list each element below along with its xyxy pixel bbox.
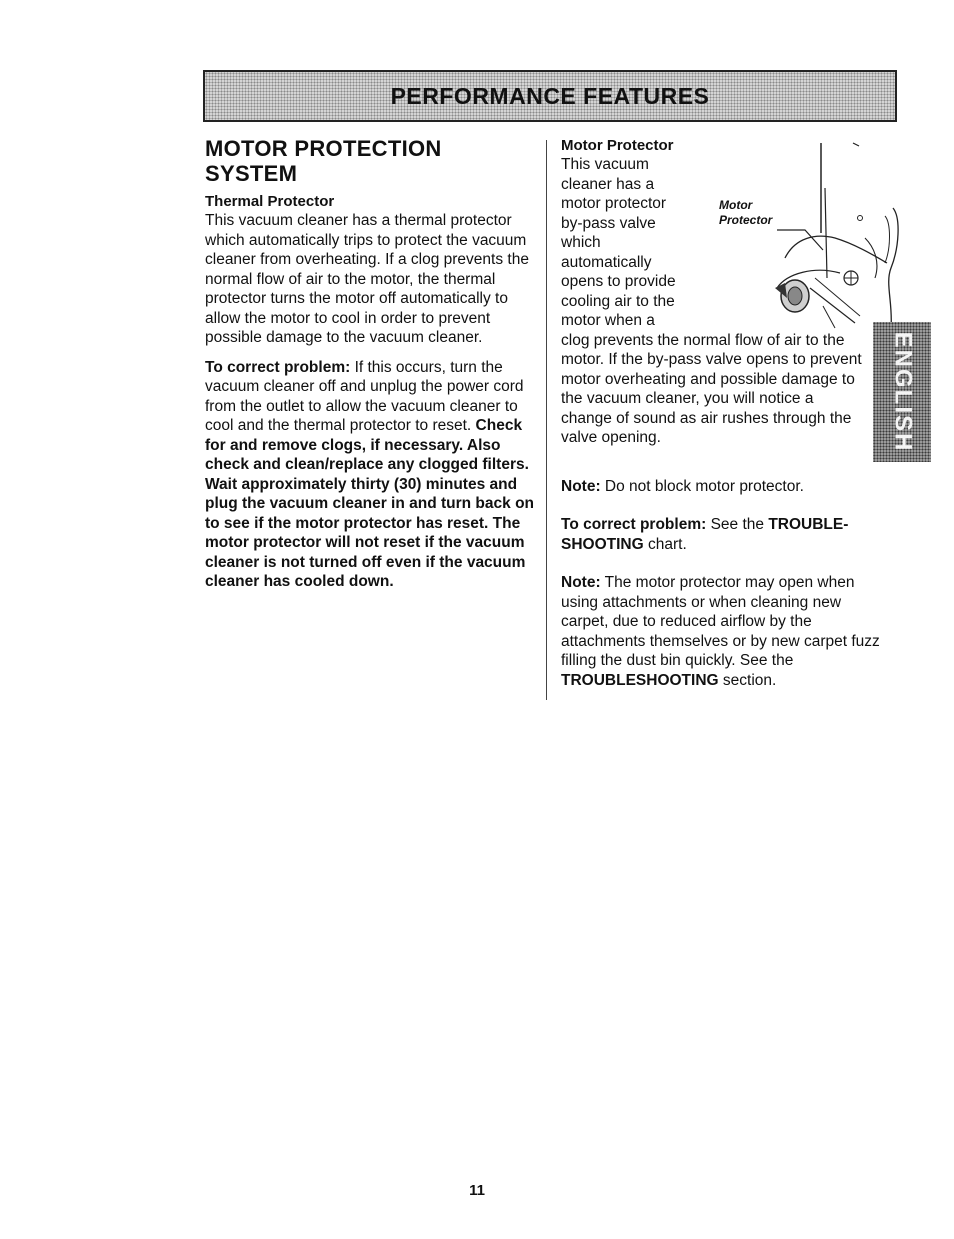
wrap-line: cooling air to the xyxy=(561,292,675,310)
figure-label-line2: Protector xyxy=(719,213,773,227)
thermal-protector-body: This vacuum cleaner has a thermal protector which automatically trips to protect the vacuum cleaner from overheating. If a clog prevents the normal flow of air to the motor, the thermal protector turns the motor off automatically to allow the motor to cool in order to prevent possible damage to the vacuum cleaner. xyxy=(205,212,529,346)
column-divider xyxy=(546,140,547,700)
vacuum-motor-illustration xyxy=(715,138,905,338)
section-banner xyxy=(203,70,897,122)
side-tab-label: ENGLISH xyxy=(889,331,916,453)
motor-correct-suffix: chart. xyxy=(647,535,687,553)
wrap-line: opens to provide xyxy=(561,273,676,290)
wrap-line: which xyxy=(561,234,601,251)
page-number: 11 xyxy=(469,1182,485,1199)
figure-label-line1: Motor xyxy=(719,198,753,212)
motor-protector-wrap-text xyxy=(561,155,711,331)
motor-protector-figure xyxy=(715,138,905,338)
note-label: Note: xyxy=(561,574,601,591)
section-title-line1: MOTOR PROTECTION xyxy=(205,136,442,161)
wrap-line: cleaner has a xyxy=(561,175,655,193)
motor-correct-label: To correct problem: xyxy=(561,516,707,533)
wrap-line: by-pass valve xyxy=(561,214,656,232)
section-title-line2: SYSTEM xyxy=(205,161,298,186)
language-side-tab xyxy=(873,322,931,462)
motor-protector-heading: Motor Protector xyxy=(561,137,674,154)
note-body: The motor protector may open when using attachments or when cleaning new carpet, due to reduced airflow by the attachments themselves or by new carpet fuzz filling the dust bin quickly. See the xyxy=(561,574,880,669)
thermal-correct-label: To correct problem: xyxy=(205,358,351,376)
section-title xyxy=(205,136,535,186)
thermal-correct-body: If this occurs, turn the vacuum cleaner off and unplug the power cord from the outlet to allow the vacuum cleaner to cool and the thermal protector to reset. xyxy=(205,358,524,434)
troubleshooting-chart-ref: TROUBLE-SHOOTING xyxy=(561,516,849,553)
thermal-correct-bold: Check for and remove clogs, if necessary. Also check and clean/replace any clogged filters. Wait approximately thirty (30) minutes and plug the vacuum cleaner in and turn back on to see if the motor protector has reset. The motor protector will not reset if the vacuum cleaner is not turned off even if the vacuum cleaner has cooled down. xyxy=(205,417,535,590)
thermal-correct-paragraph xyxy=(205,358,535,592)
wrap-line: motor when a xyxy=(561,312,655,329)
motor-correct-prefix: See the xyxy=(710,516,765,533)
note-block-motor xyxy=(561,477,891,497)
wrap-line: motor protector xyxy=(561,195,667,212)
wrap-line: automatically xyxy=(561,253,652,271)
troubleshooting-section-ref: TROUBLESHOOTING xyxy=(561,671,719,689)
note-block-attachments xyxy=(561,573,891,690)
note-label: Note: xyxy=(561,477,601,495)
figure-label xyxy=(719,198,772,228)
note-body: Do not block motor protector. xyxy=(604,477,804,495)
thermal-protector-heading: Thermal Protector xyxy=(205,193,335,210)
banner-title: PERFORMANCE FEATURES xyxy=(390,82,710,109)
note-suffix: section. xyxy=(722,671,777,689)
left-column xyxy=(205,136,535,592)
motor-protector-continued: clog prevents the normal flow of air to the motor. If the by-pass valve opens to prevent motor overheating and possible damage to the vacuum cleaner, you will notice a change of sound as air rushes through the valve opening. xyxy=(561,331,862,446)
wrap-line: This vacuum xyxy=(561,156,649,173)
motor-correct-paragraph xyxy=(561,515,891,554)
